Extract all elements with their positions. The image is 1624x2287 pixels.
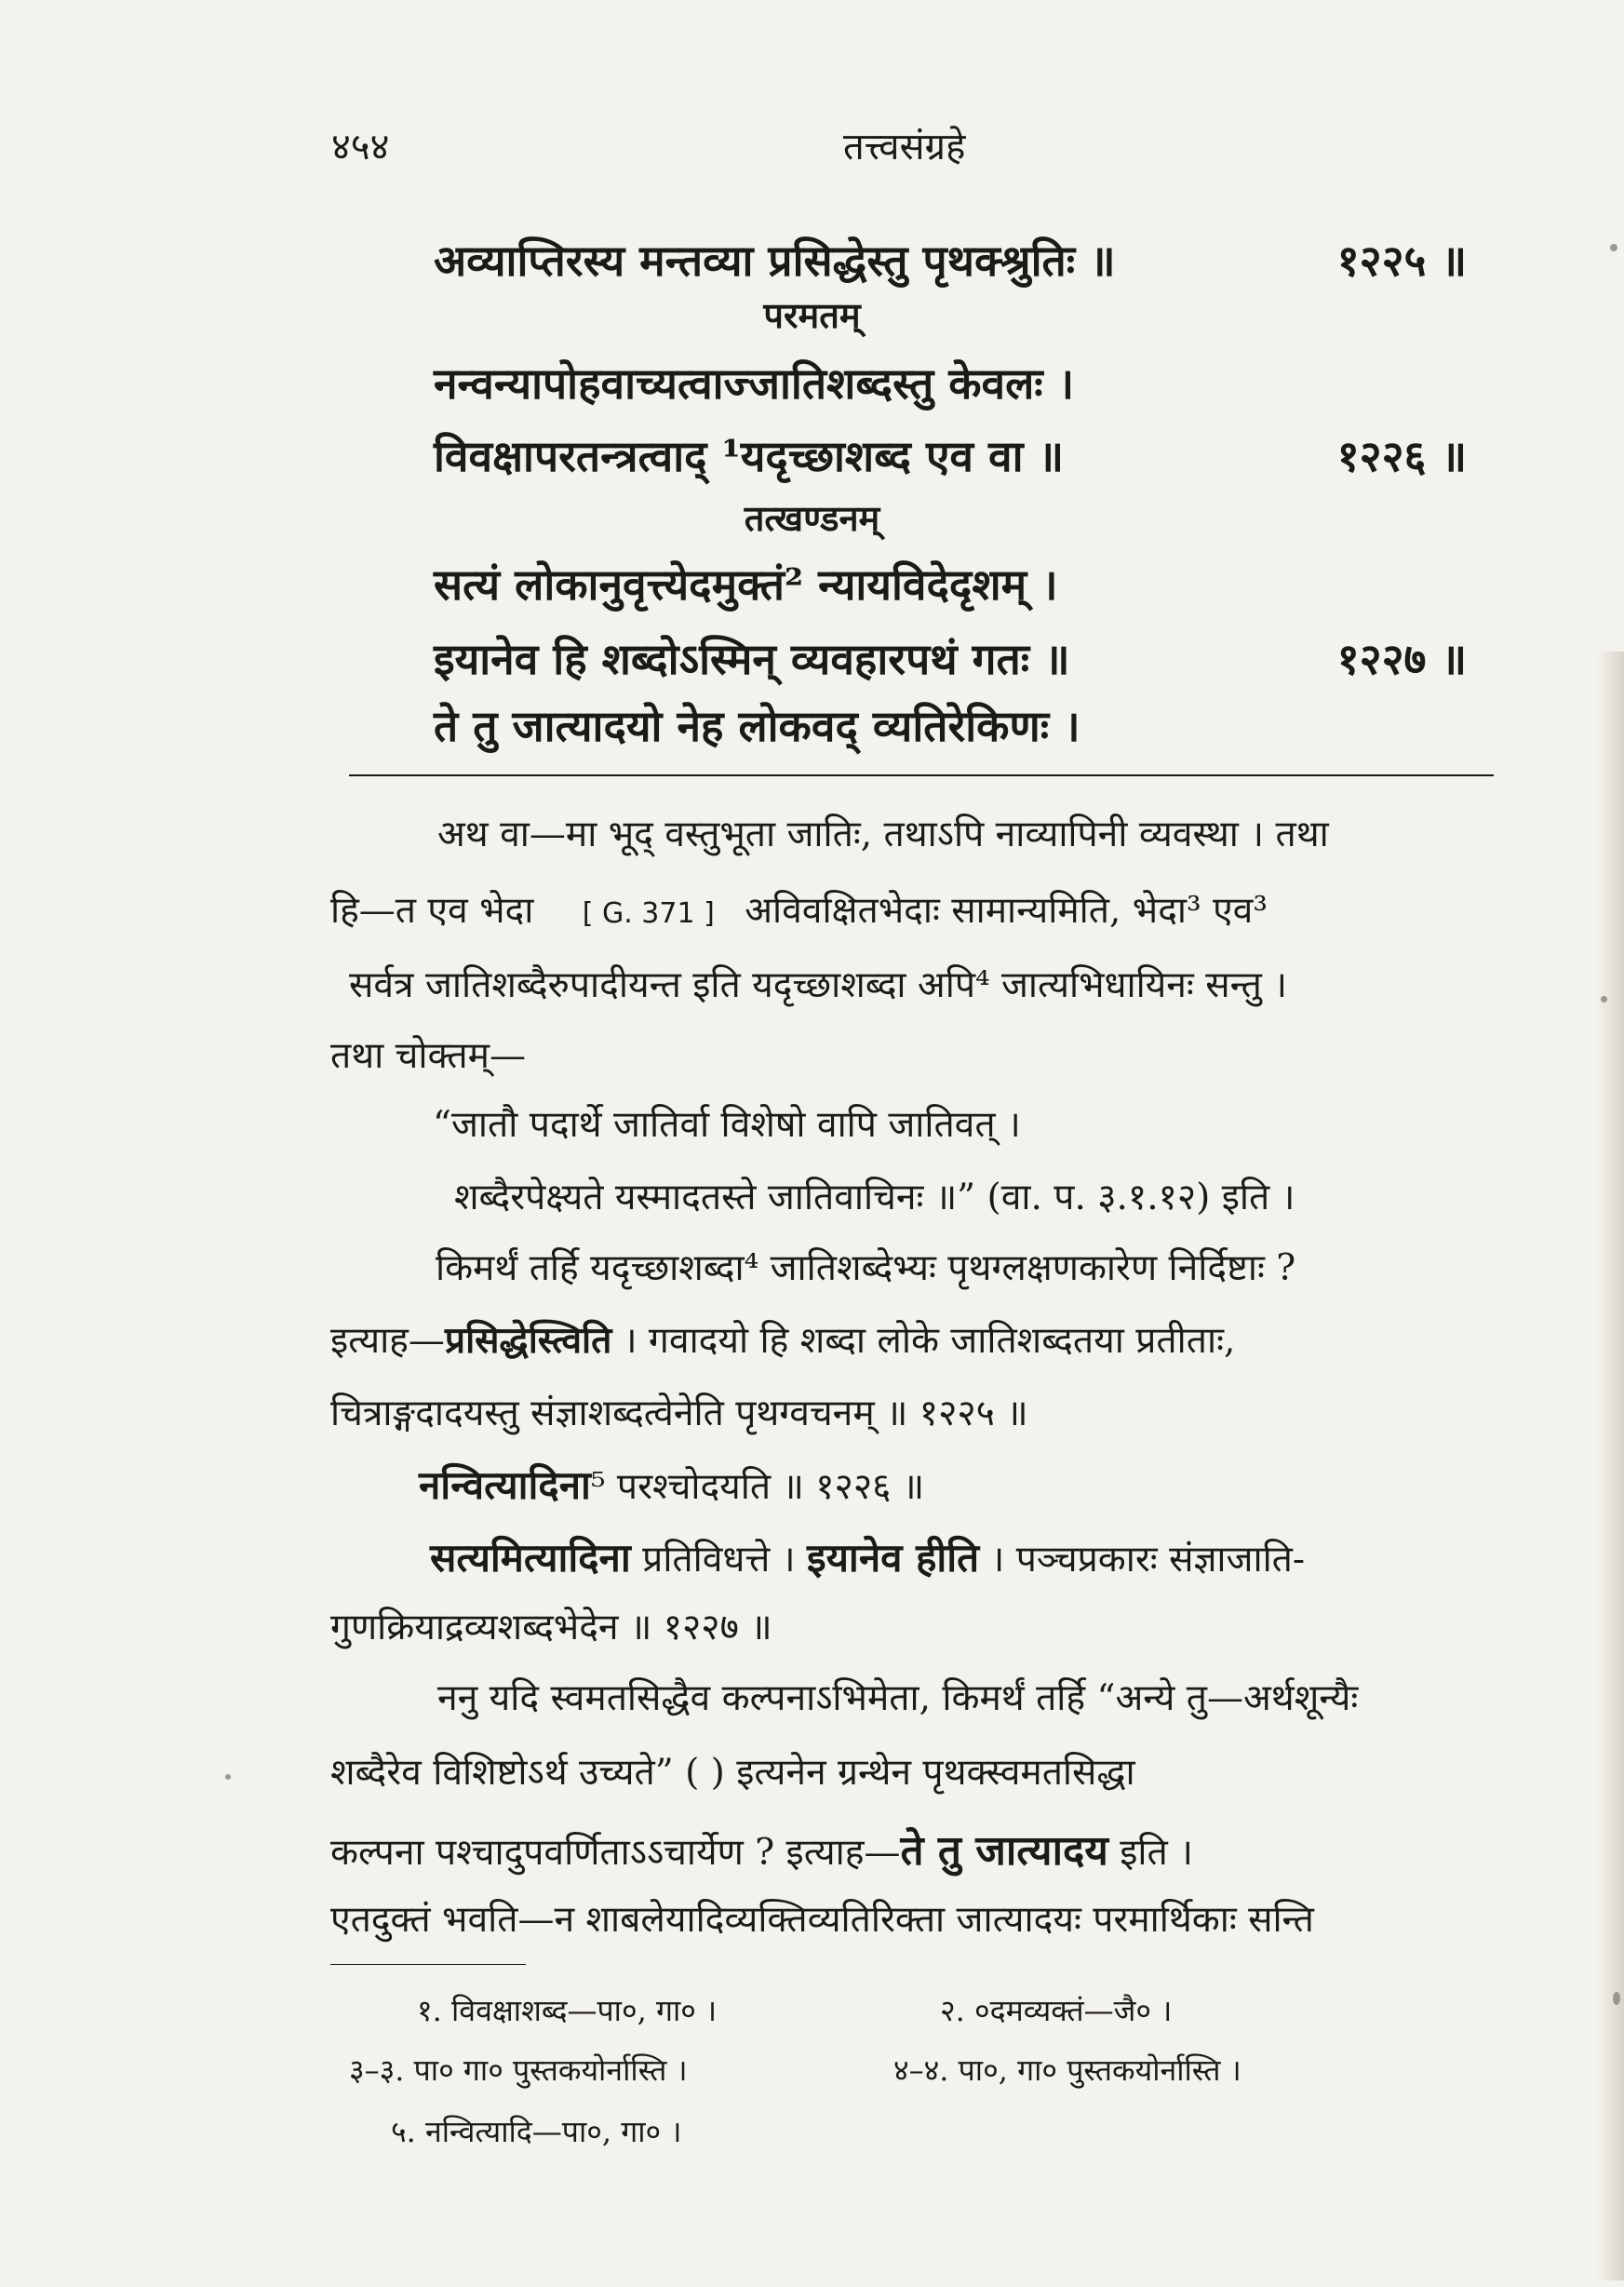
commentary-line [437,808,1484,857]
verse-text: नन्वन्यापोहवाच्यत्वाज्जातिशब्दस्तु केवलः । [434,358,1075,409]
verse-text: ते तु जात्यादयो नेह लोकवद् व्यतिरेकिणः । [434,701,1080,751]
commentary-text: इत्याह— [330,1320,445,1362]
verse-text: अव्याप्तिरस्य मन्तव्या प्रसिद्धेस्तु पृथक्श्रुतिः ॥ [434,235,1116,286]
commentary-line: गुणक्रियाद्रव्यशब्दभेदेन ॥ १२२७ ॥ [330,1607,772,1648]
quote-line: “जातौ पदार्थे जातिर्वा विशेषो वापि जातिवत् । [433,1104,1021,1146]
commentary-text: अविवक्षितभेदाः सामान्यमिति, भेदा³ एव³ [745,890,1268,932]
verse-number: १२२७ ॥ [1336,634,1467,684]
commentary-line: किमर्थं तर्हि यदृच्छाशब्दा⁴ जातिशब्देभ्यः पृथग्लक्षणकारेण निर्दिष्टाः ? [436,1247,1296,1289]
commentary-text: कल्पना पश्चादुपवर्णिताऽऽचार्येण ? इत्याह— [330,1832,901,1874]
footnote-divider [330,1964,526,1965]
commentary-text: इति । [1120,1832,1193,1874]
gaekwad-page-ref: [ G. 371 ] [582,897,715,930]
commentary-line [430,1530,1305,1583]
scan-speck [225,1774,231,1780]
commentary-text: अथ वा—मा भूद् वस्तुभूता जातिः, तथाऽपि नाव्यापिनी व्यवस्था । तथा [437,814,1329,855]
footnote-3: ३–३. पा० गा० पुस्तकयोर्नास्ति । [349,2052,688,2088]
commentary-keyword: प्रसिद्धेस्त्विति [444,1319,612,1362]
footnote-2: २. ०दमव्यक्तं—जै० । [940,1993,1173,2028]
commentary-line: तथा चोक्तम्— [330,1035,526,1077]
verse-1226-b [434,426,1467,484]
running-title: तत्त्वसंग्रहे [843,126,966,168]
footnote-4: ४–४. पा०, गा० पुस्तकयोर्नास्ति । [893,2052,1241,2088]
verse-text: विवक्षापरतन्त्रत्वाद् ¹यदृच्छाशब्द एव वा ॥ [434,431,1065,481]
verse-number: १२२५ ॥ [1336,235,1467,286]
verse-1225 [434,231,1467,289]
verse-1226-a [434,354,1271,411]
commentary-keyword: इयानेव हीति [806,1535,980,1581]
commentary-line: शब्दैरेव विशिष्टोऽर्थ उच्यते” ( ) इत्यनेन ग्रन्थेन पृथक्स्वमतसिद्धा [330,1752,1135,1794]
verse-number: १२२६ ॥ [1336,431,1467,481]
footnote-5: ५. नन्वित्यादि—पा०, गा० । [391,2114,682,2149]
section-heading-paramatam: परमतम् [763,294,861,336]
scan-speck [1601,996,1607,1002]
commentary-line [330,1821,1193,1877]
verse-text: इयानेव हि शब्दोऽस्मिन् व्यवहारपथं गतः ॥ [434,634,1070,684]
verse-1227-b [434,629,1467,687]
commentary-line [419,1458,924,1511]
commentary-line: सर्वत्र जातिशब्दैरुपादीयन्त इति यदृच्छाशब्दा अपि⁴ जात्यभिधायिनः सन्तु । [349,964,1287,1006]
commentary-line: ननु यदि स्वमतसिद्धैव कल्पनाऽभिमेता, किमर्थं तर्हि “अन्ये तु—अर्थशून्यैः [437,1677,1359,1719]
scan-edge-shadow [1596,652,1624,2280]
commentary-line [330,884,1268,934]
commentary-text: हि—त एव भेदा [330,890,534,932]
commentary-text: प्रतिविधत्ते । [642,1539,796,1581]
commentary-keyword: सत्यमित्यादिना [430,1535,631,1581]
section-heading-khandanam: तत्खण्डनम् [744,497,880,539]
scan-speck [1610,244,1617,251]
commentary-keyword: ते तु जात्यादय [900,1827,1108,1875]
commentary-text: ⁵ परश्चोदयति ॥ १२२६ ॥ [590,1466,925,1508]
verse-text: सत्यं लोकानुवृत्त्येदमुक्तं² न्यायविदेदृशम् । [434,559,1058,610]
verse-1228-a [434,696,1271,754]
commentary-text: । पञ्चप्रकारः संज्ञाजाति- [990,1539,1306,1581]
page-number: ४५४ [331,126,390,168]
verse-1227-a [434,555,1271,612]
verse-divider [349,774,1494,776]
commentary-keyword: नन्वित्यादिना [419,1462,591,1508]
scan-speck [1613,1992,1620,2005]
commentary-text: । गवादयो हि शब्दा लोके जातिशब्दतया प्रतीताः, [623,1320,1236,1362]
commentary-line: चित्राङ्गदादयस्तु संज्ञाशब्दत्वेनेति पृथग्वचनम् ॥ १२२५ ॥ [330,1392,1028,1434]
quote-line: शब्दैरपेक्ष्यते यस्मादतस्ते जातिवाचिनः ॥” (वा. प. ३.१.१२) इति । [454,1177,1295,1218]
footnote-1: १. विवक्षाशब्द—पा०, गा० । [417,1993,718,2028]
commentary-line [330,1314,1235,1364]
commentary-line: एतदुक्तं भवति—न शाबलेयादिव्यक्तिव्यतिरिक्ता जात्यादयः परमार्थिकाः सन्ति [330,1899,1314,1941]
